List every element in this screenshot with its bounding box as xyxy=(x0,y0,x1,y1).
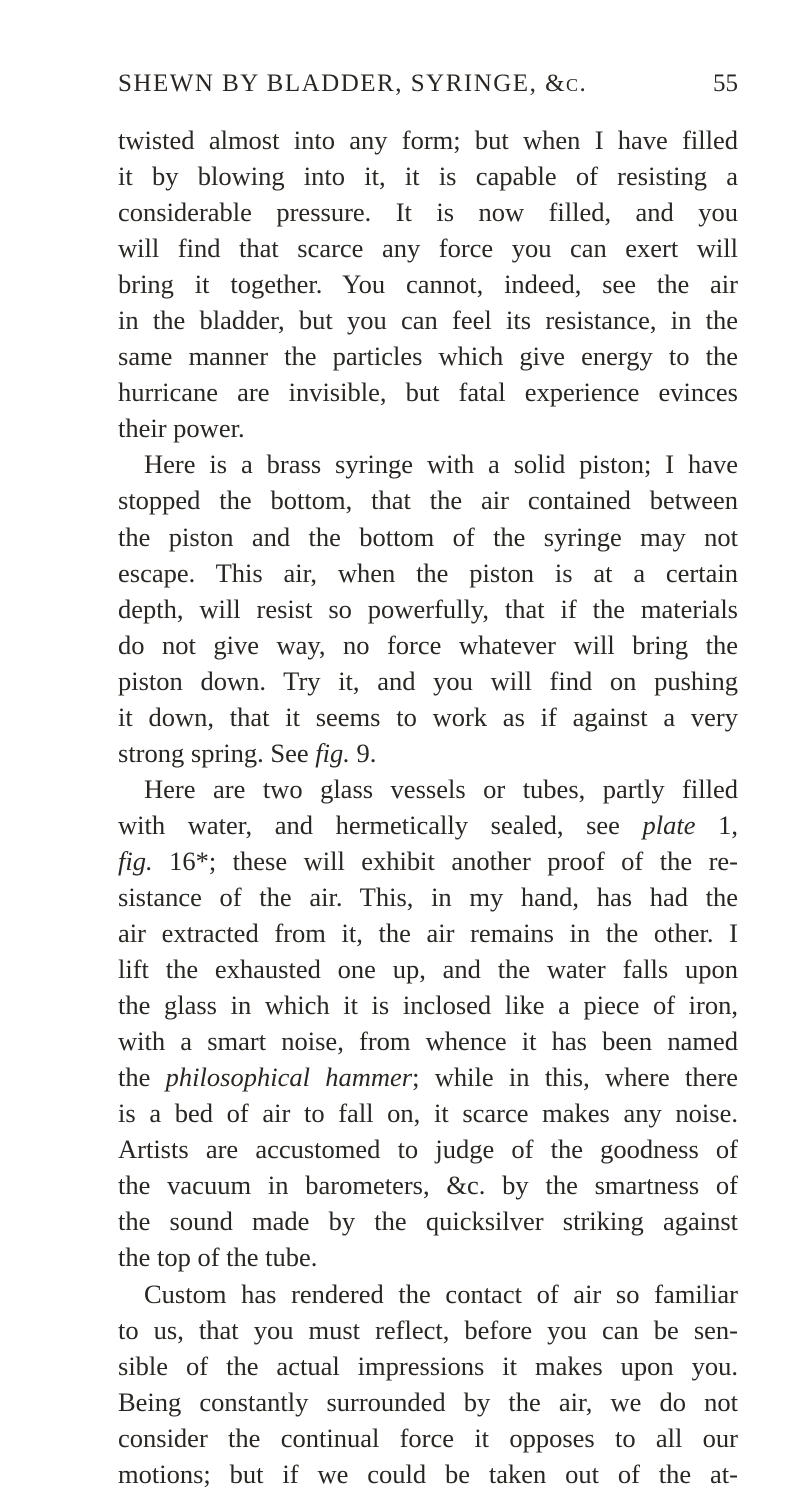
text-line xyxy=(118,735,738,771)
text-line xyxy=(118,951,738,987)
text-line xyxy=(118,194,738,230)
text-line xyxy=(118,843,738,879)
text-run: the vacuum in barometers, &c. by the smartness of xyxy=(118,1170,738,1201)
text-run: the top of the tube. xyxy=(118,1242,318,1273)
text-line xyxy=(118,1239,738,1275)
text-line xyxy=(118,663,738,699)
text-line xyxy=(118,915,738,951)
text-run: same manner the particles which give energy to the xyxy=(118,341,738,372)
text-line xyxy=(118,1131,738,1167)
text-run: ; while in this, where there xyxy=(412,1062,739,1093)
text-run: is a bed of air to fall on, it scarce makes any noise. xyxy=(118,1098,738,1129)
text-run: air extracted from it, the air remains in the other. I xyxy=(118,918,738,949)
text-run: twisted almost into any form; but when I have filled xyxy=(118,125,738,155)
text-run: hurricane are invisible, but fatal experience evinces xyxy=(118,377,738,408)
text-run: in the bladder, but you can feel its resistance, in the xyxy=(118,305,738,336)
text-run: it down, that it seems to work as if against a very xyxy=(118,701,738,732)
text-run: motions; but if we could be taken out of the at- xyxy=(118,1458,738,1489)
text-run: sible of the actual impressions it makes upon you. xyxy=(118,1350,738,1381)
text-run: do not give way, no force whatever will bring the xyxy=(118,629,738,660)
text-run: it by blowing into it, it is capable of resisting a xyxy=(118,161,738,192)
text-line xyxy=(118,1384,738,1420)
italic-text: plate xyxy=(642,809,696,840)
text-line xyxy=(118,771,738,807)
text-line xyxy=(118,410,738,446)
text-run: 1, xyxy=(695,809,738,840)
text-run: Here are two glass vessels or tubes, partly filled xyxy=(144,773,738,804)
text-run: considerable pressure. It is now filled, and you xyxy=(118,197,738,228)
italic-text: fig. xyxy=(315,737,350,768)
text-line xyxy=(118,1348,738,1384)
text-line xyxy=(118,158,738,194)
text-line xyxy=(118,1095,738,1131)
text-run: Here is a brass syringe with a solid piston; I have xyxy=(144,449,738,480)
text-line xyxy=(118,230,738,266)
text-line xyxy=(118,627,738,663)
running-title: SHEWN BY BLADDER, SYRINGE, &c. xyxy=(118,70,588,97)
text-line xyxy=(118,1312,738,1348)
text-line xyxy=(118,482,738,518)
text-run: lift the exhausted one up, and the water falls upon xyxy=(118,954,738,985)
text-line xyxy=(118,987,738,1023)
text-line xyxy=(118,266,738,302)
text-run: with a smart noise, from whence it has been named xyxy=(118,1026,738,1057)
text-run: sistance of the air. This, in my hand, has had the xyxy=(118,881,738,912)
text-run: with water, and hermetically sealed, see xyxy=(118,809,643,840)
italic-text: fig. xyxy=(118,845,153,876)
text-line xyxy=(118,555,738,591)
text-line xyxy=(118,807,738,843)
text-run: the piston and the bottom of the syringe may not xyxy=(118,521,738,552)
text-line xyxy=(118,591,738,627)
text-run: 9. xyxy=(349,737,377,768)
text-line xyxy=(118,1023,738,1059)
text-run: depth, will resist so powerfully, that if the materials xyxy=(118,593,738,624)
text-run: bring it together. You cannot, indeed, see the air xyxy=(118,269,738,300)
text-line xyxy=(118,1456,738,1492)
text-run: piston down. Try it, and you will find on pushing xyxy=(118,665,738,696)
text-line xyxy=(118,1203,738,1239)
text-run: the sound made by the quicksilver striking against xyxy=(118,1206,738,1237)
text-line xyxy=(118,1167,738,1203)
text-run: escape. This air, when the piston is at a certain xyxy=(118,557,738,588)
text-line xyxy=(118,446,738,482)
text-run: their power. xyxy=(118,413,245,444)
text-run: to us, that you must reflect, before you can be sen- xyxy=(118,1314,738,1345)
text-run: consider the continual force it opposes to all our xyxy=(118,1422,738,1453)
text-run: Custom has rendered the contact of air so familiar xyxy=(144,1278,738,1309)
italic-text: philosophical hammer xyxy=(165,1062,413,1093)
text-run: will find that scarce any force you can exert will xyxy=(118,233,738,264)
text-run: the xyxy=(118,1062,166,1093)
text-line xyxy=(118,338,738,374)
text-line xyxy=(118,519,738,555)
text-line xyxy=(118,699,738,735)
page-number: 55 xyxy=(713,70,738,97)
text-run: the glass in which it is inclosed like a piece of iron, xyxy=(118,990,738,1021)
text-line xyxy=(118,1276,738,1312)
text-run: strong spring. See xyxy=(118,737,316,768)
text-line xyxy=(118,879,738,915)
text-run: stopped the bottom, that the air contained between xyxy=(118,485,738,516)
text-line xyxy=(118,302,738,338)
text-run: 16*; these will exhibit another proof of the re- xyxy=(152,845,738,876)
text-run: Artists are accustomed to judge of the goodness of xyxy=(118,1134,738,1165)
text-line xyxy=(118,1059,738,1095)
text-line xyxy=(118,122,738,158)
text-run: Being constantly surrounded by the air, we do not xyxy=(118,1386,738,1417)
text-line xyxy=(118,374,738,410)
body-text xyxy=(118,122,738,1492)
running-head xyxy=(118,70,738,110)
text-line xyxy=(118,1420,738,1456)
